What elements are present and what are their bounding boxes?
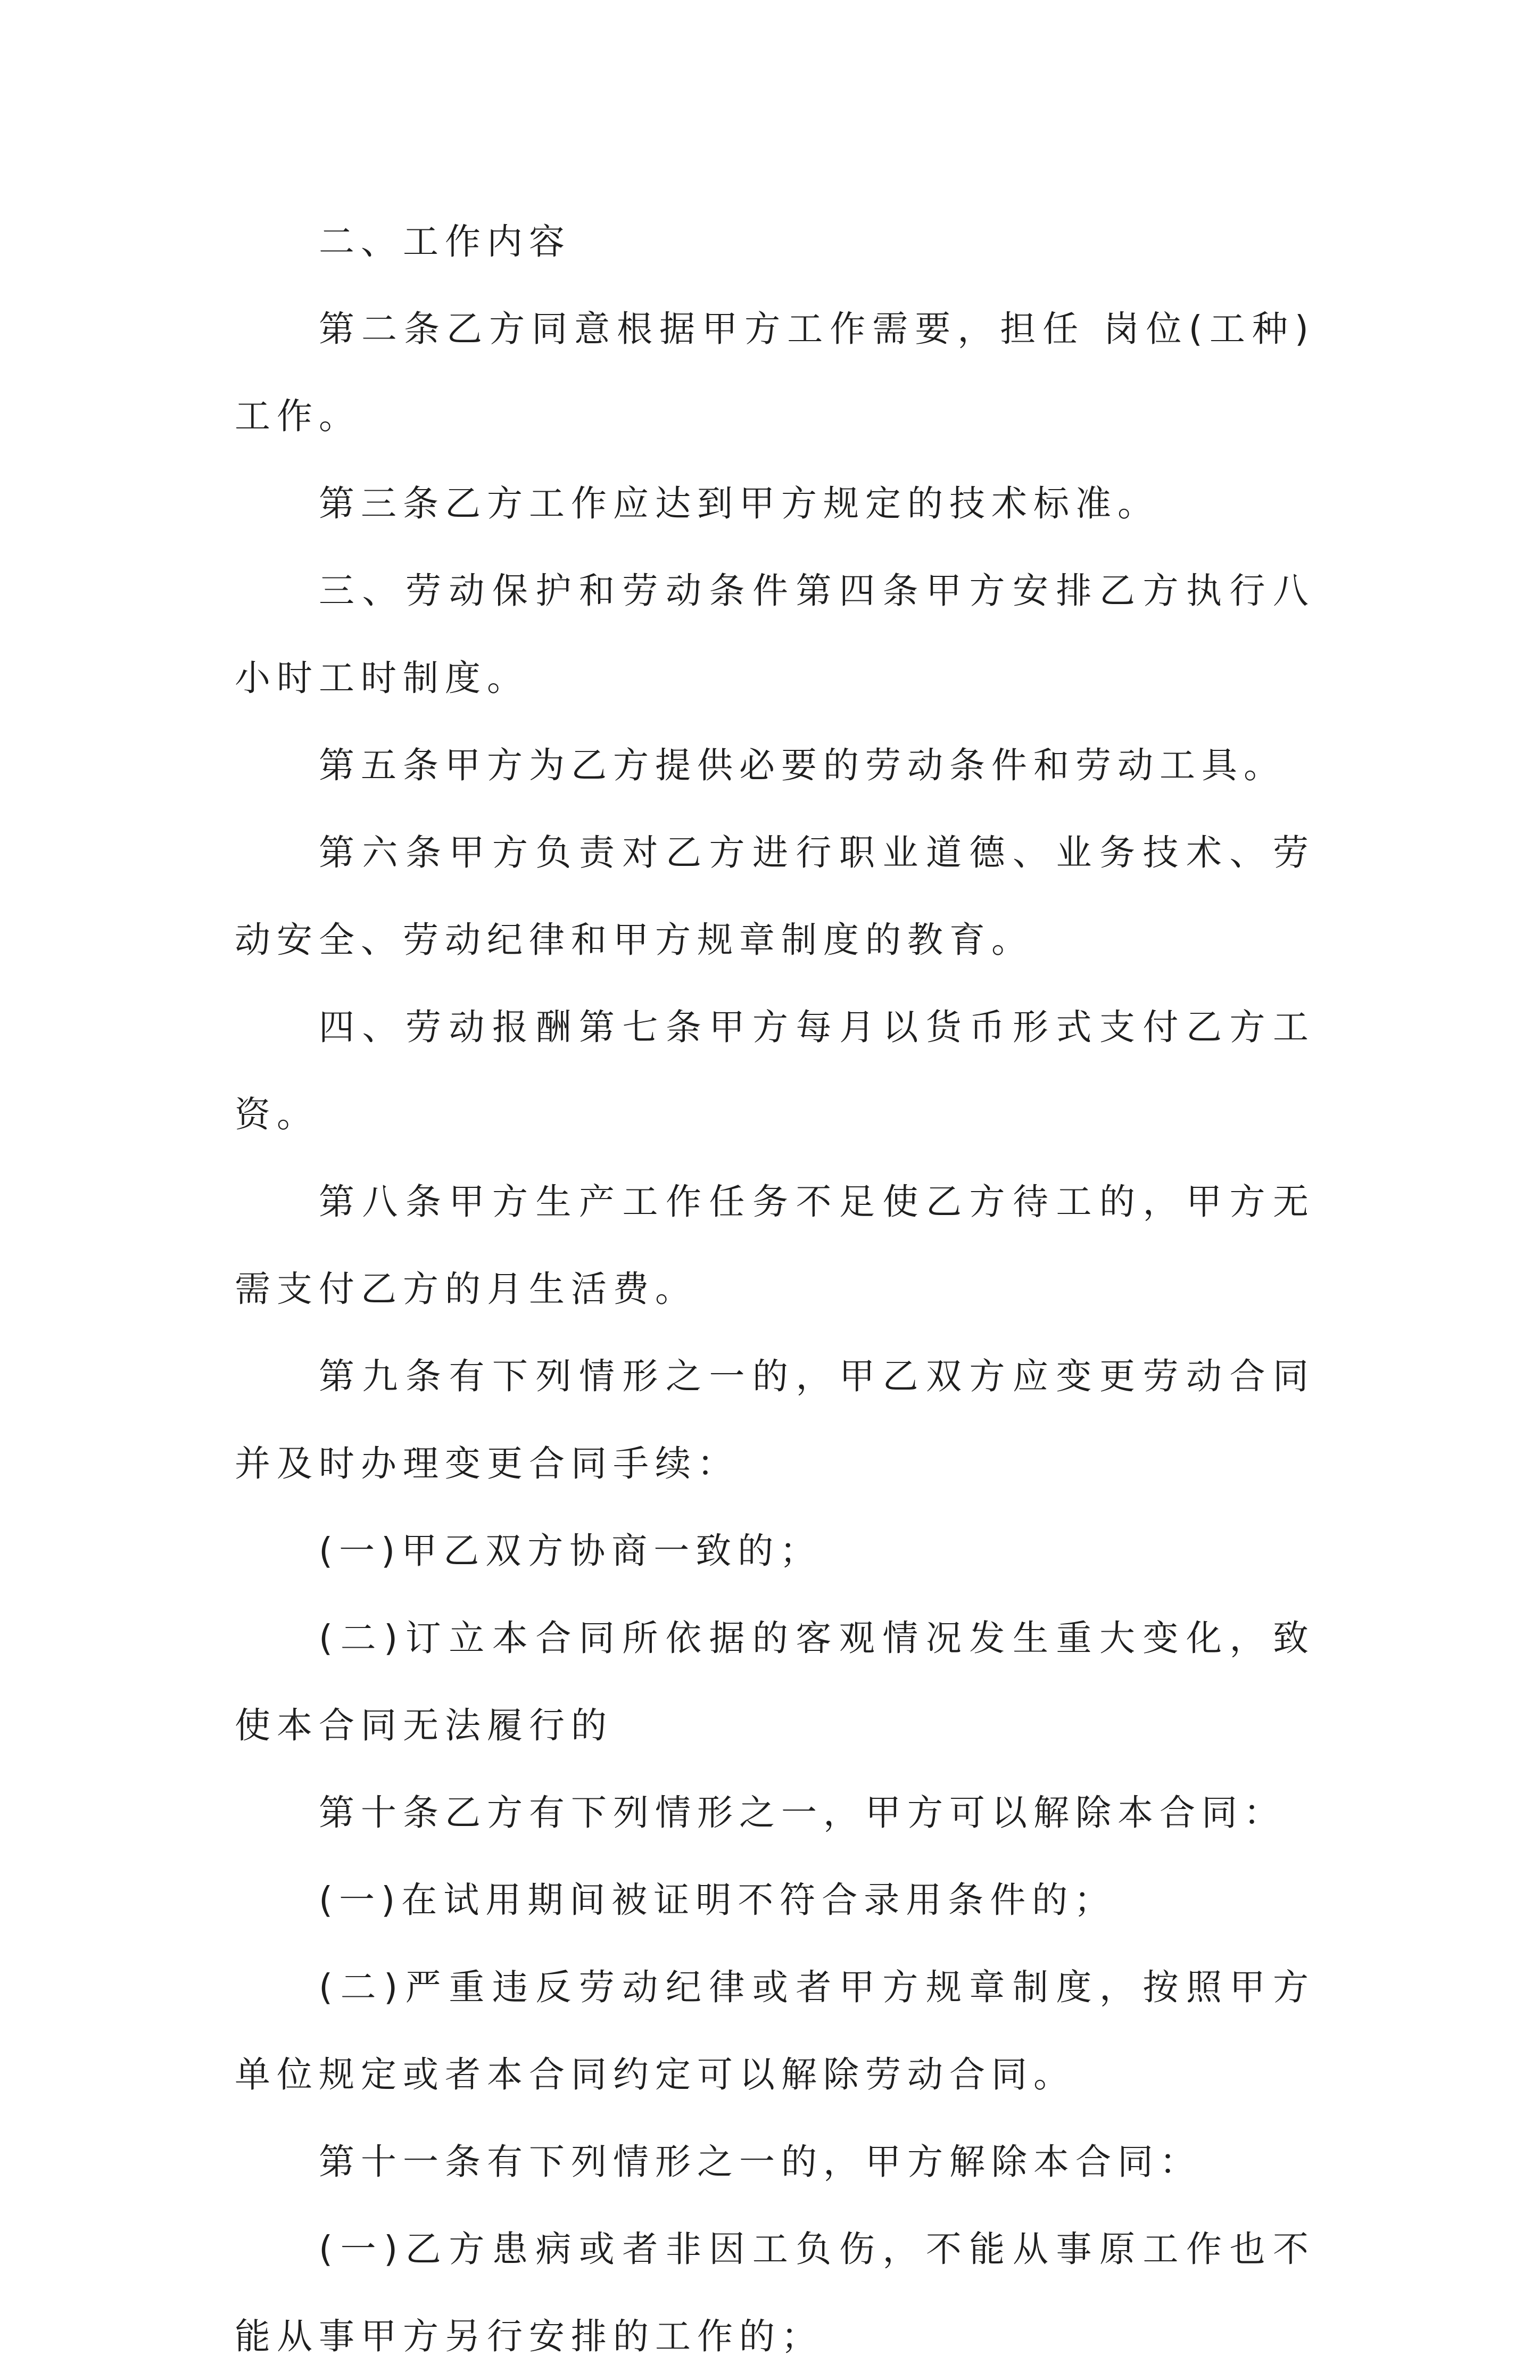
article-2: 第二条乙方同意根据甲方工作需要，担任 岗位(工种)工作。	[235, 308, 1315, 437]
article-3: 第三条乙方工作应达到甲方规定的技术标准。	[319, 483, 1160, 524]
article-5: 第五条甲方为乙方提供必要的劳动条件和劳动工具。	[319, 745, 1286, 786]
article-11: 第十一条有下列情形之一的，甲方解除本合同：	[319, 2141, 1202, 2183]
article-9: 第九条有下列情形之一的，甲乙双方应变更劳动合同并及时办理变更合同手续：	[235, 1356, 1315, 1484]
document-body	[235, 198, 1315, 2380]
article-9-item-1: (一)甲乙双方协商一致的；	[319, 1530, 822, 1572]
article-10-item-2: (二)严重违反劳动纪律或者甲方规章制度，按照甲方单位规定或者本合同约定可以解除劳动合同。	[235, 1966, 1315, 2095]
article-6: 第六条甲方负责对乙方进行职业道德、业务技术、劳动安全、劳动纪律和甲方规章制度的教育。	[235, 832, 1315, 961]
article-8: 第八条甲方生产工作任务不足使乙方待工的，甲方无需支付乙方的月生活费。	[235, 1181, 1315, 1310]
article-10: 第十条乙方有下列情形之一，甲方可以解除本合同：	[319, 1792, 1286, 1833]
article-7: 四、劳动报酬第七条甲方每月以货币形式支付乙方工资。	[235, 1006, 1315, 1135]
section-heading-work-content: 二、工作内容	[319, 221, 571, 262]
article-10-item-1: (一)在试用期间被证明不符合录用条件的；	[319, 1879, 1116, 1921]
article-4: 三、劳动保护和劳动条件第四条甲方安排乙方执行八小时工时制度。	[235, 570, 1315, 699]
article-11-item-1: (一)乙方患病或者非因工负伤，不能从事原工作也不能从事甲方另行安排的工作的；	[235, 2228, 1315, 2357]
article-9-item-2: (二)订立本合同所依据的客观情况发生重大变化，致使本合同无法履行的	[235, 1617, 1315, 1746]
